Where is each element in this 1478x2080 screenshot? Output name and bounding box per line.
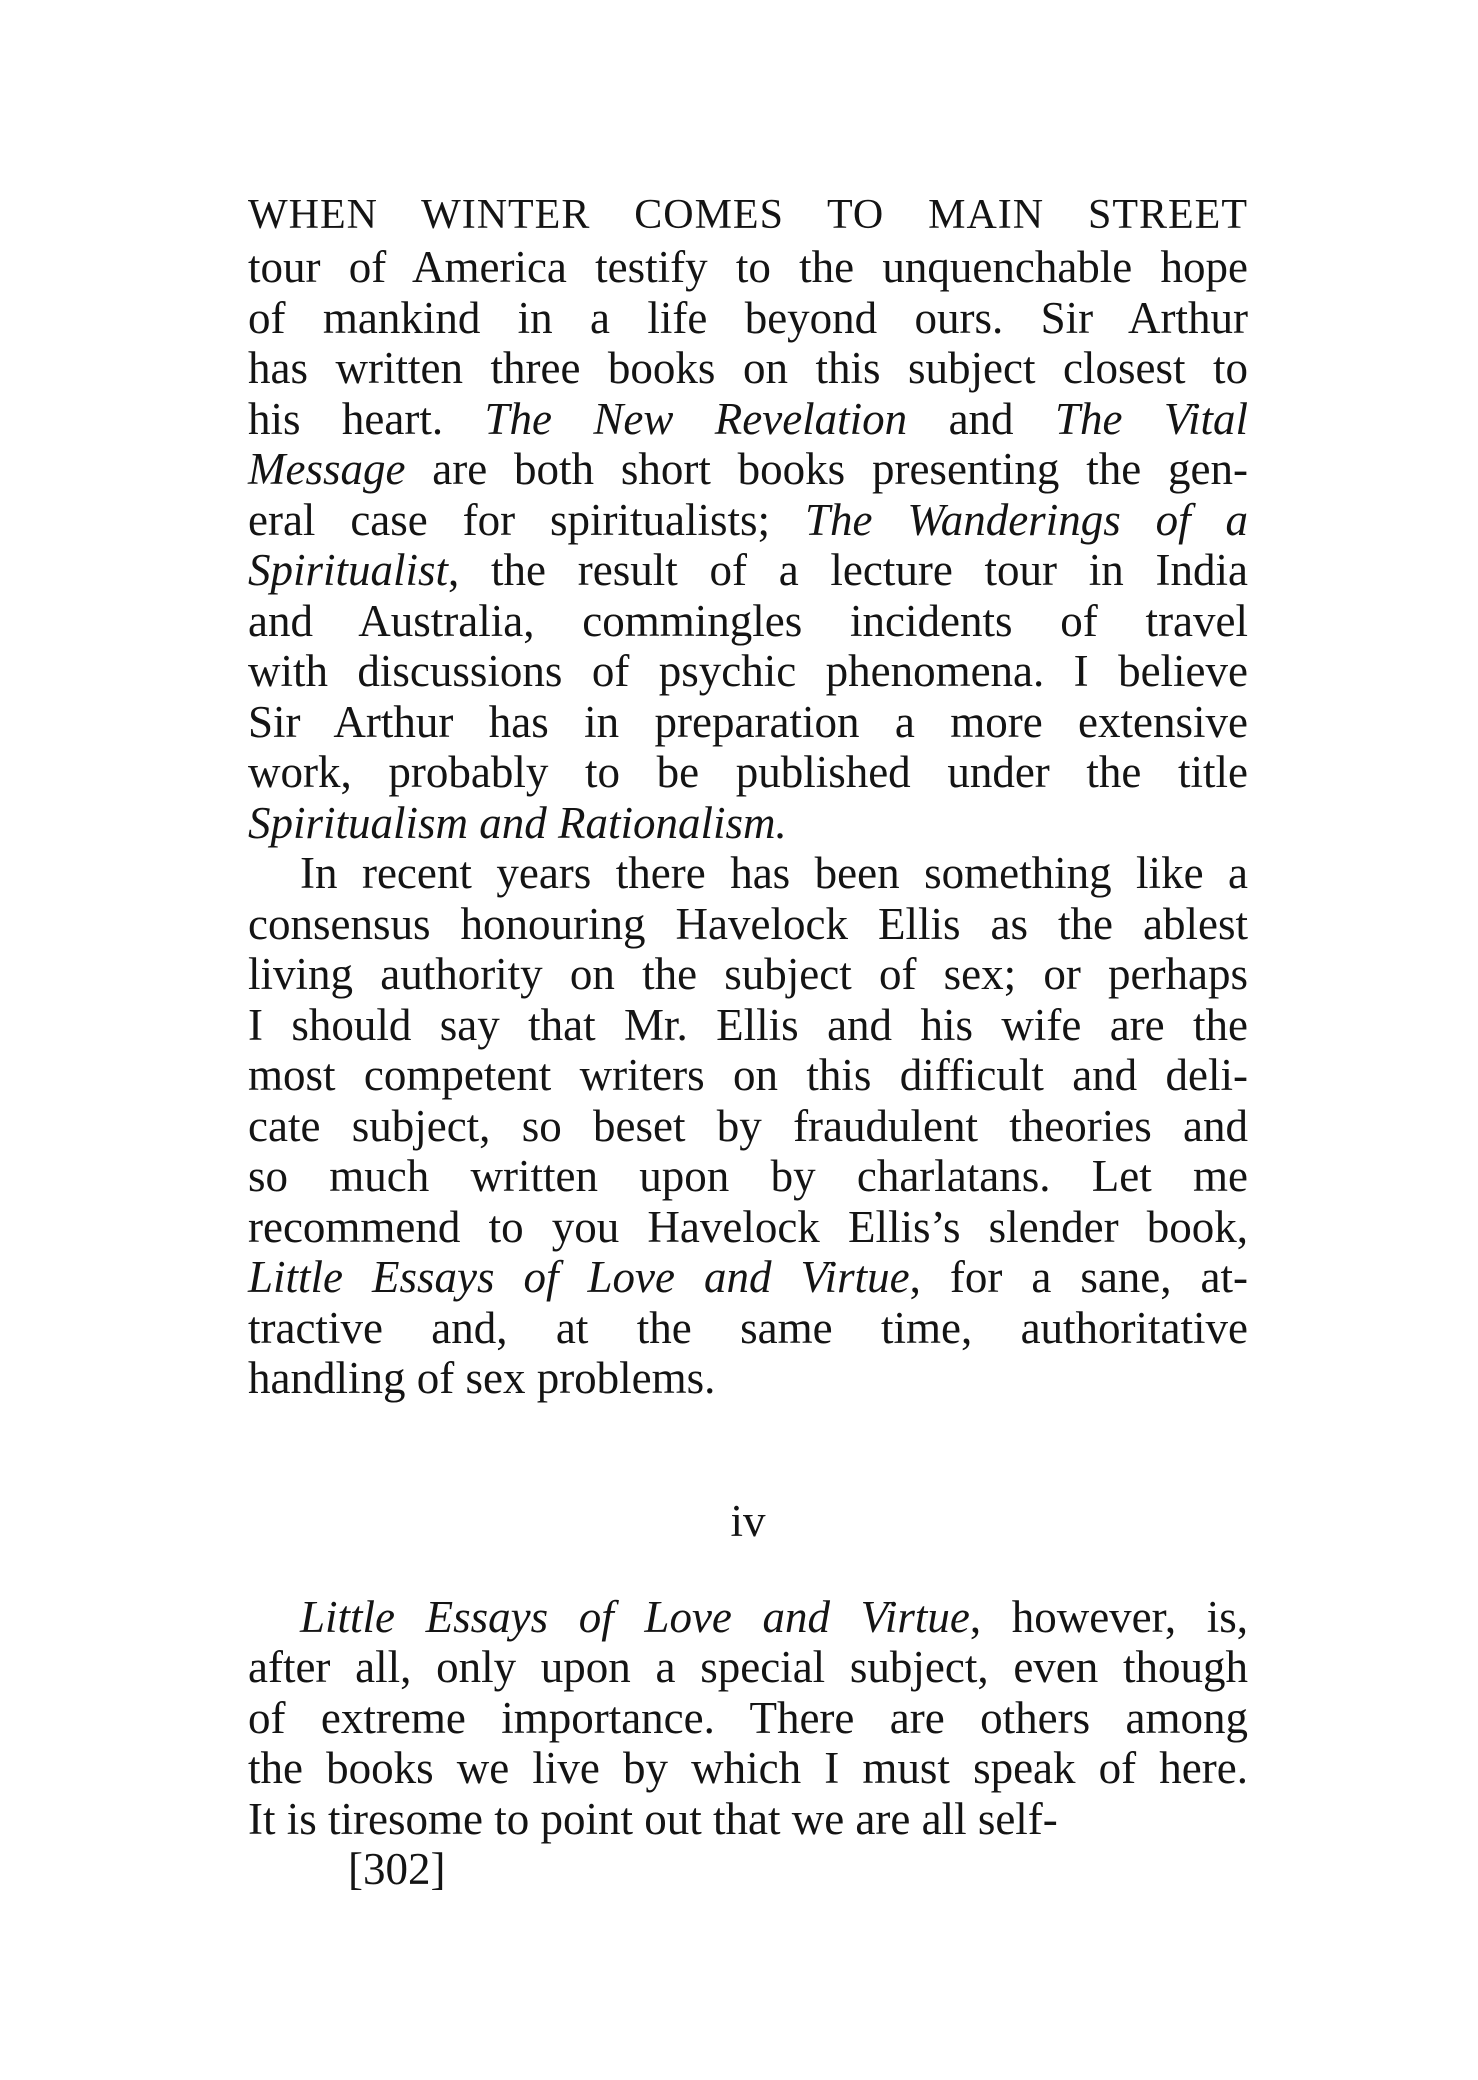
body-text: with discussions of psychic phenomena. I believe [248, 646, 1248, 696]
italic-title-text: The Wanderings of a [804, 494, 1249, 545]
text-line [248, 1303, 1248, 1354]
text-line [248, 798, 1248, 849]
section-spacer-bottom [248, 1546, 1248, 1592]
body-text: of mankind in a life beyond ours. Sir Arthur [248, 292, 1248, 343]
text-line [248, 394, 1248, 445]
body-text: , the result of a lecture tour in India [448, 545, 1248, 595]
section-spacer-top [248, 1404, 1248, 1496]
italic-title-text: The Vital [1054, 393, 1248, 444]
text-line [248, 343, 1248, 394]
text-line [248, 596, 1248, 647]
text-line [248, 646, 1248, 697]
text-line [248, 1743, 1248, 1794]
body-text: handling of sex problems. [248, 1353, 716, 1403]
paragraph-1 [248, 242, 1248, 848]
text-line [248, 1353, 1248, 1404]
book-page [248, 190, 1248, 1894]
body-text: and [907, 393, 1055, 444]
text-line [248, 1050, 1248, 1101]
body-text: work, probably to be published under the title [248, 747, 1248, 797]
body-text: Sir Arthur has in preparation a more extensive [248, 696, 1248, 747]
italic-title-text: Little Essays of Love and Virtue [300, 1591, 970, 1642]
text-line [248, 1642, 1248, 1693]
text-line [248, 1202, 1248, 1253]
italic-title-text: Spiritualist [248, 545, 449, 595]
body-text: are both short books presenting the gen- [405, 444, 1248, 494]
italic-title-text: Spiritualism and Rationalism. [248, 797, 787, 848]
body-text: after all, only upon a special subject, even though [248, 1642, 1248, 1692]
body-text: cate subject, so beset by fraudulent theories and [248, 1100, 1248, 1151]
italic-title-text: Message [248, 444, 406, 494]
text-line [248, 899, 1248, 950]
text-line [248, 1000, 1248, 1051]
body-text: the books we live by which I must speak of here. [248, 1743, 1248, 1793]
paragraph-2 [248, 848, 1248, 1404]
body-text: living authority on the subject of sex; or perhaps [248, 949, 1248, 999]
body-text: so much written upon by charlatans. Let me [248, 1151, 1248, 1201]
body-text: most competent writers on this difficult and deli- [248, 1050, 1248, 1100]
text-line [248, 697, 1248, 748]
body-text: and Australia, commingles incidents of travel [248, 595, 1248, 646]
body-text: It is tiresome to point out that we are all self- [248, 1793, 1058, 1844]
text-line [248, 1592, 1248, 1643]
body-text: his heart. [248, 393, 485, 444]
body-text: eral case for spiritualists; [248, 494, 805, 545]
text-line [248, 545, 1248, 596]
body-text: has written three books on this subject closest to [248, 343, 1248, 393]
text-line [248, 444, 1248, 495]
text-line [248, 242, 1248, 293]
body-text: of extreme importance. There are others among [248, 1692, 1248, 1743]
body-text: consensus honouring Havelock Ellis as the ablest [248, 898, 1248, 949]
body-text: tractive and, at the same time, authoritative [248, 1302, 1248, 1353]
text-line [248, 1794, 1248, 1845]
text-line [248, 949, 1248, 1000]
italic-title-text: Little Essays of Love and Virtue [248, 1252, 910, 1302]
section-number: iv [730, 1495, 766, 1546]
text-line [248, 1101, 1248, 1152]
body-text: , however, is, [969, 1591, 1248, 1642]
text-line [248, 1693, 1248, 1744]
text-line [248, 293, 1248, 344]
body-text: , for a sane, at- [909, 1252, 1248, 1302]
body-text: I should say that Mr. Ellis and his wife are the [248, 999, 1248, 1050]
text-line [248, 1151, 1248, 1202]
running-head: WHEN WINTER COMES TO MAIN STREET [248, 192, 1248, 238]
body-text: tour of America testify to the unquenchable hope [248, 242, 1248, 292]
text-line [248, 848, 1248, 899]
text-line [248, 747, 1248, 798]
page-number: [302] [348, 1844, 446, 1894]
body-text: recommend to you Havelock Ellis’s slender book, [248, 1201, 1248, 1252]
body-text: In recent years there has been something like a [300, 848, 1248, 898]
text-line [248, 1252, 1248, 1303]
text-line [248, 495, 1248, 546]
paragraph-3 [248, 1592, 1248, 1845]
italic-title-text: The New Revelation [484, 393, 908, 444]
